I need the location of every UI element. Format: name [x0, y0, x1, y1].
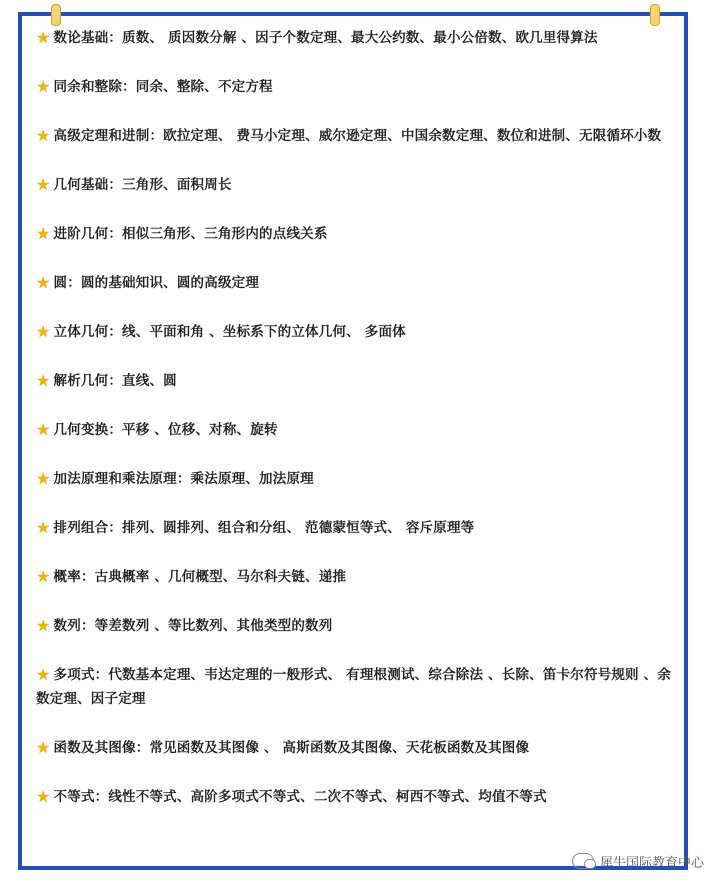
- star-icon: ★: [36, 420, 51, 439]
- star-icon: ★: [36, 787, 51, 806]
- star-icon: ★: [36, 371, 51, 390]
- list-item: [36, 516, 678, 540]
- item-text: 几何基础：三角形、面积周长: [53, 177, 232, 193]
- topic-list: [36, 26, 678, 834]
- list-item: [36, 785, 678, 809]
- list-item: [36, 418, 678, 442]
- item-text: 解析几何：直线、圆: [53, 373, 177, 389]
- list-item: [36, 565, 678, 589]
- list-item: [36, 369, 678, 393]
- list-item: [36, 614, 678, 638]
- star-icon: ★: [36, 322, 51, 341]
- list-item: [36, 173, 678, 197]
- list-item: [36, 320, 678, 344]
- list-item: [36, 26, 678, 50]
- star-icon: ★: [36, 469, 51, 488]
- list-item: [36, 736, 678, 760]
- item-text: 概率：古典概率 、几何概型、马尔科夫链、递推: [53, 569, 347, 585]
- list-item: [36, 222, 678, 246]
- item-text: 数论基础：质数、 质因数分解 、因子个数定理、最大公约数、最小公倍数、欧几里得算法: [53, 30, 598, 46]
- watermark: [572, 850, 704, 872]
- list-item: [36, 271, 678, 295]
- list-item: [36, 75, 678, 99]
- item-text: 立体几何：线、平面和角 、坐标系下的立体几何、 多面体: [53, 324, 406, 340]
- star-icon: ★: [36, 738, 51, 757]
- star-icon: ★: [36, 175, 51, 194]
- list-item: [36, 663, 678, 711]
- item-text: 加法原理和乘法原理：乘法原理、加法原理: [53, 471, 314, 487]
- star-icon: ★: [36, 126, 51, 145]
- pin-icon: [51, 4, 61, 26]
- star-icon: ★: [36, 28, 51, 47]
- item-text: 圆：圆的基础知识、圆的高级定理: [53, 275, 260, 291]
- item-text: 排列组合：排列、圆排列、组合和分组、 范德蒙恒等式、 容斥原理等: [53, 520, 475, 536]
- item-text: 进阶几何：相似三角形、三角形内的点线关系: [53, 226, 328, 242]
- pin-icon: [650, 4, 660, 26]
- list-item: [36, 124, 678, 148]
- star-icon: ★: [36, 567, 51, 586]
- list-item: [36, 467, 678, 491]
- star-icon: ★: [36, 665, 51, 684]
- watermark-text: 犀牛国际教育中心: [599, 855, 704, 871]
- star-icon: ★: [36, 518, 51, 537]
- item-text: 高级定理和进制：欧拉定理、 费马小定理、威尔逊定理、中国余数定理、数位和进制、无限循环小数: [53, 128, 662, 144]
- item-text: 数列：等差数列 、等比数列、其他类型的数列: [53, 618, 333, 634]
- item-text: 几何变换：平移 、位移、对称、旋转: [53, 422, 278, 438]
- item-text: 函数及其图像：常见函数及其图像 、 高斯函数及其图像、天花板函数及其图像: [53, 740, 530, 756]
- wechat-icon: [572, 853, 594, 869]
- item-text: 同余和整除：同余、整除、不定方程: [53, 79, 273, 95]
- star-icon: ★: [36, 616, 51, 635]
- item-text: 不等式：线性不等式、高阶多项式不等式、二次不等式、柯西不等式、均值不等式: [53, 789, 547, 805]
- item-text: 多项式：代数基本定理、韦达定理的一般形式、 有理根测试、综合除法 、长除、笛卡尔符号规则 、余数定理、因子定理: [36, 667, 672, 707]
- star-icon: ★: [36, 273, 51, 292]
- star-icon: ★: [36, 77, 51, 96]
- star-icon: ★: [36, 224, 51, 243]
